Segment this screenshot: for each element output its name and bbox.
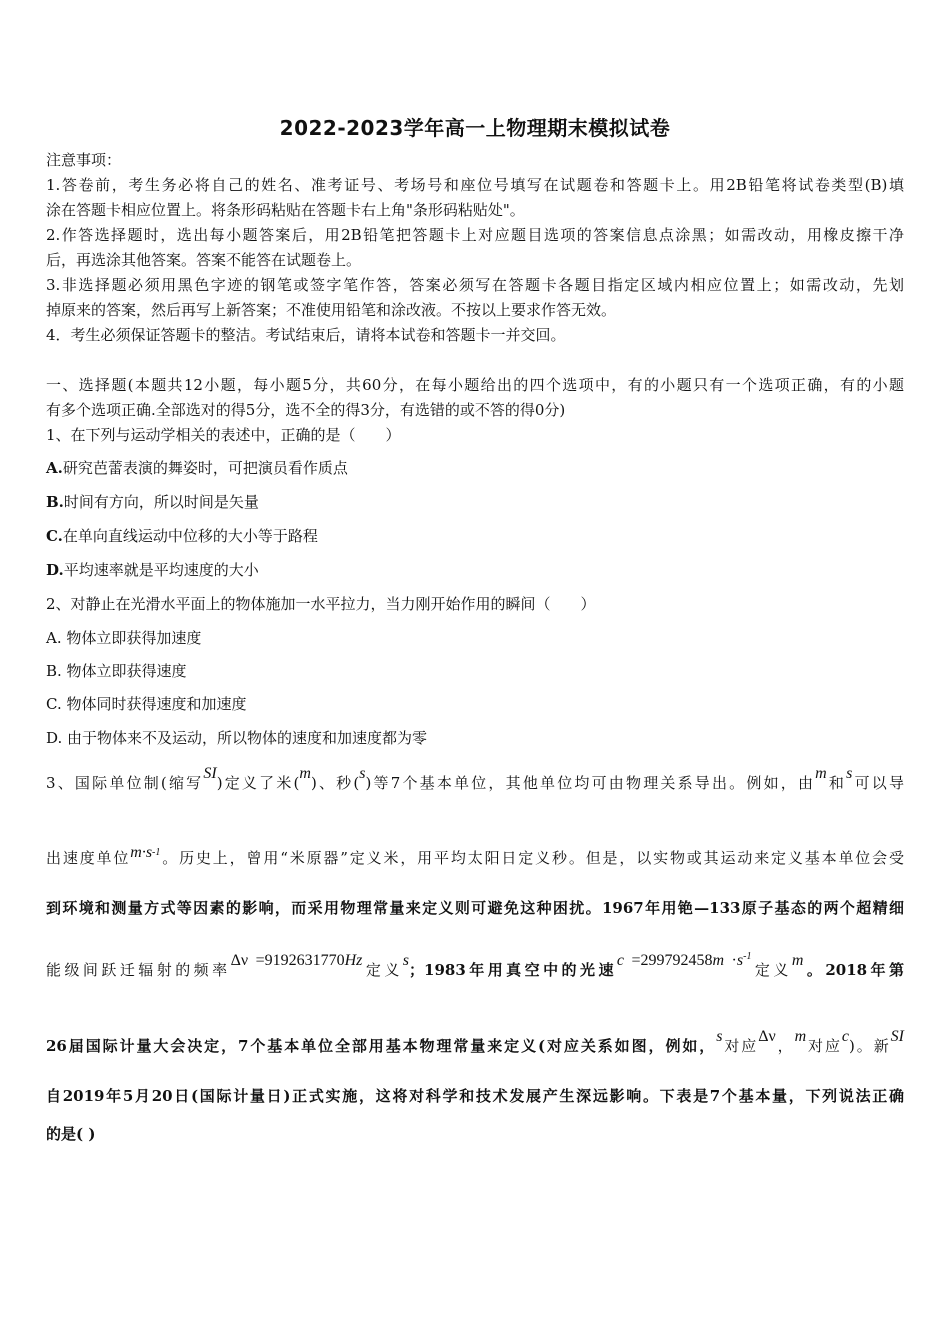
question-2-stem: 2、对静止在光滑水平面上的物体施加一水平拉力，当力刚开始作用的瞬间（ ）: [46, 595, 596, 613]
section-heading: 有多个选项正确.全部选对的得5分，选不全的得3分，有选错的或不答的得0分): [46, 401, 566, 419]
notice-line: 3.非选择题必须用黑色字迹的钢笔或签字笔作答，答案必须写在答题卡各题目指定区域内相应位置上；如需改动，先划: [46, 276, 904, 294]
notice-heading: 注意事项：: [46, 151, 122, 169]
math-exponent: -1: [743, 951, 752, 962]
option-text: 时间有方向，所以时间是矢量: [63, 493, 259, 511]
math-value: =9192631770: [248, 952, 345, 969]
math-symbol: SI: [890, 1028, 904, 1045]
math-symbol: m: [791, 952, 804, 969]
text-run: 。历史上，曾用“米原器”定义米，用平均太阳日定义秒。但是，以实物或其运动来定义基本单位会受: [160, 849, 904, 867]
question-3-line: [46, 951, 904, 983]
question-3-line: [46, 844, 904, 871]
math-symbol: s: [402, 952, 410, 969]
notice-line: 涂在答题卡相应位置上。将条形码粘贴在答题卡右上角"条形码粘贴处"。: [46, 201, 525, 219]
text-run: 。2018年第: [803, 961, 904, 979]
question-1-option-b: [46, 492, 259, 512]
math-symbol: SI: [203, 765, 217, 782]
text-run: 能级间跃迁辐射的频率: [46, 961, 231, 979]
text-run: )、秒(: [310, 774, 360, 792]
math-symbol: Δν: [230, 952, 249, 969]
notice-line: 4．考生必须保证答题卡的整洁。考试结束后，请将本试卷和答题卡一并交回。: [46, 326, 566, 344]
text-run: )定义了米(: [216, 774, 300, 792]
text-run: 和: [826, 774, 847, 792]
text-run: 定义: [751, 961, 792, 979]
text-run: 26届国际计量大会决定，7个基本单位全部用基本物理常量来定义(对应关系如图，例如，: [46, 1037, 717, 1055]
math-symbol: c: [616, 952, 625, 969]
math-symbol: ·: [724, 952, 737, 969]
math-unit: Hz: [344, 952, 363, 969]
text-run: ；1983年用真空中的光速: [409, 961, 617, 979]
text-run: ，: [775, 1037, 795, 1055]
notice-line: 掉原来的答案，然后再写上新答案；不准使用铅笔和涂改液。不按以上要求作答无效。: [46, 301, 617, 319]
text-run: 3、国际单位制(缩写: [46, 774, 204, 792]
text-run: )等7个基本单位，其他单位均可由物理关系导出。例如，由: [365, 774, 816, 792]
math-symbol: Δν: [758, 1028, 776, 1045]
question-2-option-d: D. 由于物体来不及运动，所以物体的速度和加速度都为零: [46, 729, 428, 747]
section-heading: 一、选择题(本题共12小题，每小题5分，共60分，在每小题给出的四个选项中，有的小题只有一个选项正确，有的小题: [46, 376, 904, 394]
notice-line: 后，再选涂其他答案。答案不能答在试题卷上。: [46, 251, 362, 269]
option-label: A.: [46, 459, 63, 477]
text-run: )。新: [849, 1037, 891, 1055]
math-exponent: -1: [152, 847, 161, 858]
text-run: 可以导: [852, 774, 904, 792]
question-1-option-d: [46, 560, 259, 580]
question-1-option-a: [46, 458, 348, 478]
question-3-line: 到环境和测量方式等因素的影响，而采用物理常量来定义则可避免这种困扰。1967年用铯—133原子基态的两个超精细: [46, 899, 904, 917]
question-1-option-c: [46, 526, 318, 546]
math-symbol: m: [815, 765, 827, 782]
math-symbol: m: [299, 765, 311, 782]
text-run: 对应: [806, 1037, 842, 1055]
option-text: 平均速率就是平均速度的大小: [63, 561, 259, 579]
option-label: C.: [46, 527, 63, 545]
option-label: B.: [46, 493, 64, 511]
math-value: =299792458: [624, 952, 713, 969]
question-2-option-a: A. 物体立即获得加速度: [46, 629, 202, 647]
question-3-line: [46, 765, 904, 794]
math-unit: s: [736, 952, 744, 969]
question-2-option-b: B. 物体立即获得速度: [46, 662, 187, 680]
question-3-line: 自2019年5月20日(国际计量日)正式实施，这将对科学和技术发展产生深远影响。下表是7个基本量，下列说法正确: [46, 1087, 904, 1105]
text-run: 定义: [362, 961, 403, 979]
option-label: D.: [46, 561, 64, 579]
math-symbol: m: [794, 1028, 807, 1045]
notice-line: 2.作答选择题时，选出每小题答案后，用2B铅笔把答题卡上对应题目选项的答案信息点涂黑；如需改动，用橡皮擦干净: [46, 226, 904, 244]
math-symbol: s: [359, 765, 366, 782]
question-1-stem: 1、在下列与运动学相关的表述中，正确的是（ ）: [46, 426, 401, 444]
question-2-option-c: C. 物体同时获得速度和加速度: [46, 695, 247, 713]
question-3-line: 的是( ): [46, 1125, 96, 1143]
question-3-line: [46, 1028, 904, 1057]
math-unit: m: [712, 952, 725, 969]
text-run: 对应: [722, 1037, 759, 1055]
option-text: 研究芭蕾表演的舞姿时，可把演员看作质点: [62, 459, 348, 477]
math-symbol: c: [841, 1028, 850, 1045]
math-symbol: s: [846, 765, 853, 782]
option-text: 在单向直线运动中位移的大小等于路程: [62, 527, 318, 545]
math-symbol: s: [716, 1028, 723, 1045]
notice-line: 1.答卷前，考生务必将自己的姓名、准考证号、考场号和座位号填写在试题卷和答题卡上。用2B铅笔将试卷类型(B)填: [46, 176, 904, 194]
math-symbol: m·s: [130, 844, 153, 861]
text-run: 出速度单位: [46, 849, 131, 867]
page-title: 2022-2023学年高一上物理期末模拟试卷: [279, 116, 671, 140]
